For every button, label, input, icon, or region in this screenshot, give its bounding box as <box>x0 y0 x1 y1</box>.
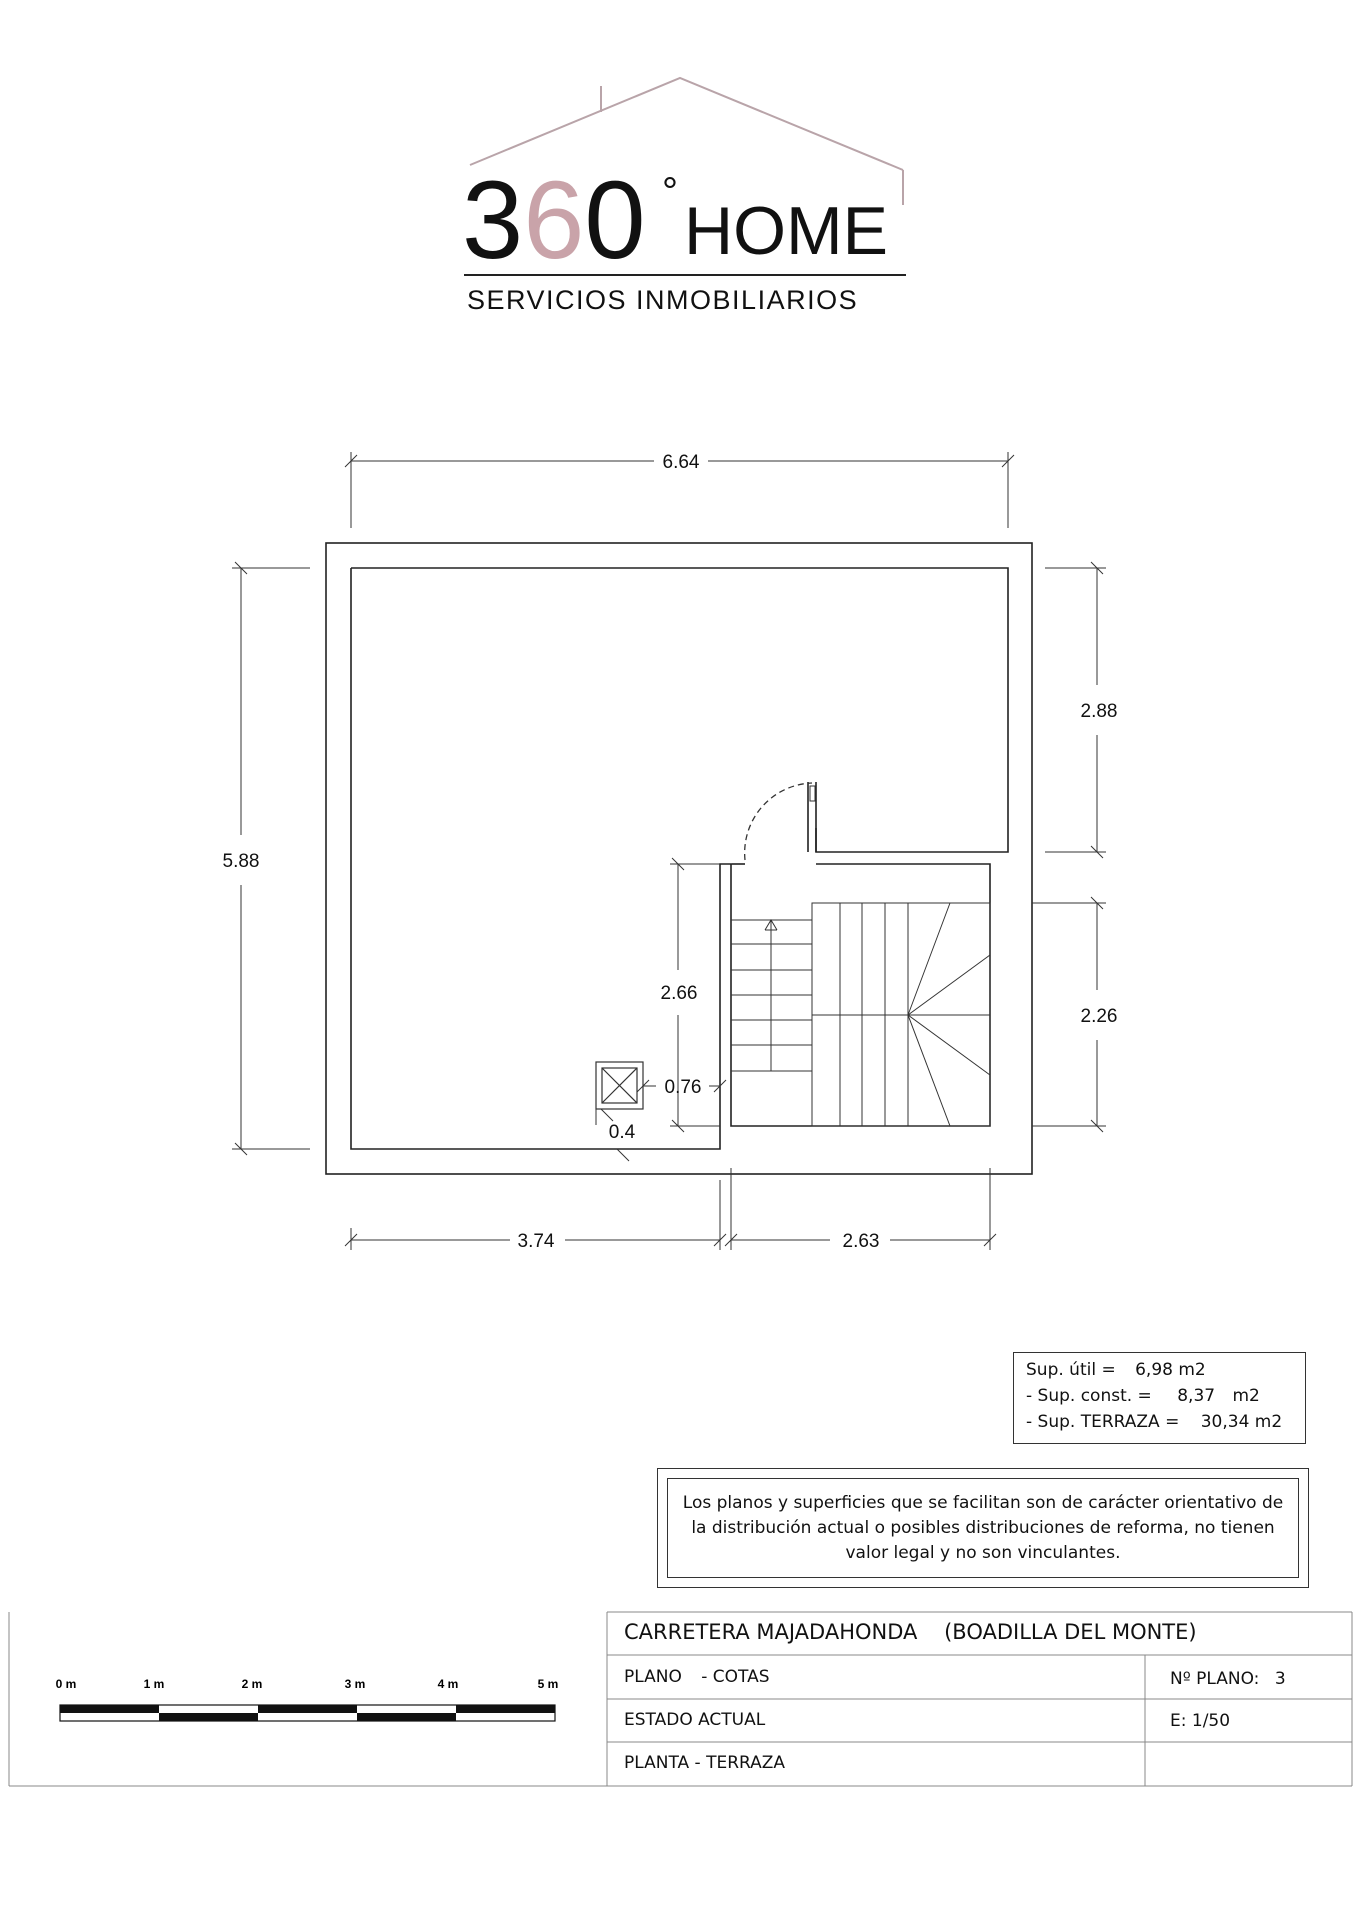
vent-shaft <box>596 1062 643 1109</box>
dim-label-right-lower: 2.26 <box>1080 1006 1118 1027</box>
disclaimer-text: Los planos y superficies que se facilitan son de carácter orientativo de la distribución actual o posibles distribuciones de reforma, no tienen valor legal y no son vinculantes. <box>667 1478 1299 1578</box>
scale-seg <box>258 1705 357 1713</box>
surface-terraza-value: 30,34 m2 <box>1200 1412 1283 1432</box>
scale-label: 0 m <box>55 1677 77 1691</box>
title-location: (BOADILLA DEL MONTE) <box>944 1620 1197 1644</box>
title-numero-row <box>1170 1669 1286 1689</box>
title-numero-label: Nº PLANO: <box>1170 1669 1260 1689</box>
logo-digit-6: 6 <box>523 159 585 282</box>
logo-brand: HOME <box>684 193 888 269</box>
scale-bar <box>56 1677 559 1721</box>
door-leaf <box>810 786 815 801</box>
dim-label-gap: 0.76 <box>664 1077 702 1098</box>
stair-winder <box>908 903 950 1015</box>
logo-digit-3: 3 <box>462 159 524 282</box>
company-logo <box>462 78 906 315</box>
surface-util-label: Sup. útil = <box>1026 1360 1116 1380</box>
scale-label: 4 m <box>437 1677 459 1691</box>
dim-tick <box>617 1149 629 1161</box>
logo-digit-0: 0 <box>584 159 646 282</box>
dim-tick <box>601 1109 613 1121</box>
title-estado: ESTADO ACTUAL <box>624 1710 766 1730</box>
title-plano-row <box>624 1667 770 1687</box>
terrace-inner-left <box>351 568 732 1149</box>
surface-util-row <box>1026 1357 1305 1383</box>
logo-roof-line <box>470 78 903 170</box>
logo-number <box>462 159 646 282</box>
dimension-lines <box>232 452 1106 1250</box>
surface-util-value: 6,98 m2 <box>1135 1360 1206 1380</box>
dim-label-bottom-left: 3.74 <box>517 1231 555 1252</box>
logo-degree-mark: ° <box>662 170 678 214</box>
scale-seg <box>60 1705 159 1713</box>
scale-label: 2 m <box>241 1677 263 1691</box>
title-plano-value: - COTAS <box>701 1667 770 1687</box>
surface-const-unit: m2 <box>1232 1386 1260 1406</box>
dim-label-right-upper: 2.88 <box>1080 701 1118 722</box>
title-escala: E: 1/50 <box>1170 1711 1231 1731</box>
scale-label: 3 m <box>344 1677 366 1691</box>
dim-label-left: 5.88 <box>222 851 260 872</box>
title-planta: PLANTA - TERRAZA <box>624 1753 786 1773</box>
title-address-row <box>624 1620 1197 1644</box>
dim-label-stair: 2.66 <box>660 983 698 1004</box>
surface-const-row <box>1026 1383 1305 1409</box>
surface-terraza-label: - Sup. TERRAZA = <box>1026 1412 1180 1432</box>
scale-label: 5 m <box>537 1677 559 1691</box>
dim-label-top: 6.64 <box>662 452 700 473</box>
scale-label: 1 m <box>143 1677 165 1691</box>
dim-label-bottom-right: 2.63 <box>842 1231 880 1252</box>
surface-terraza-row <box>1026 1409 1305 1435</box>
stair-winder <box>908 1015 990 1075</box>
disclaimer-box <box>657 1468 1309 1588</box>
dim-label-shaft: 0.4 <box>608 1122 636 1143</box>
stair-winder <box>908 955 990 1015</box>
surface-const-label: - Sup. const. = <box>1026 1386 1152 1406</box>
surface-const-value: 8,37 <box>1177 1386 1216 1406</box>
stair-winder <box>908 1015 950 1126</box>
surfaces-box <box>1013 1352 1306 1444</box>
title-numero-value: 3 <box>1274 1669 1286 1689</box>
scale-seg <box>357 1713 456 1721</box>
terrace-inner-outline <box>351 568 1008 852</box>
logo-tagline: SERVICIOS INMOBILIARIOS <box>467 285 859 315</box>
staircase <box>731 903 990 1126</box>
title-address: CARRETERA MAJADAHONDA <box>624 1620 918 1644</box>
scale-seg <box>159 1713 258 1721</box>
title-plano-label: PLANO <box>624 1667 682 1687</box>
door-swing-arc <box>745 783 812 860</box>
scale-seg <box>456 1705 555 1713</box>
